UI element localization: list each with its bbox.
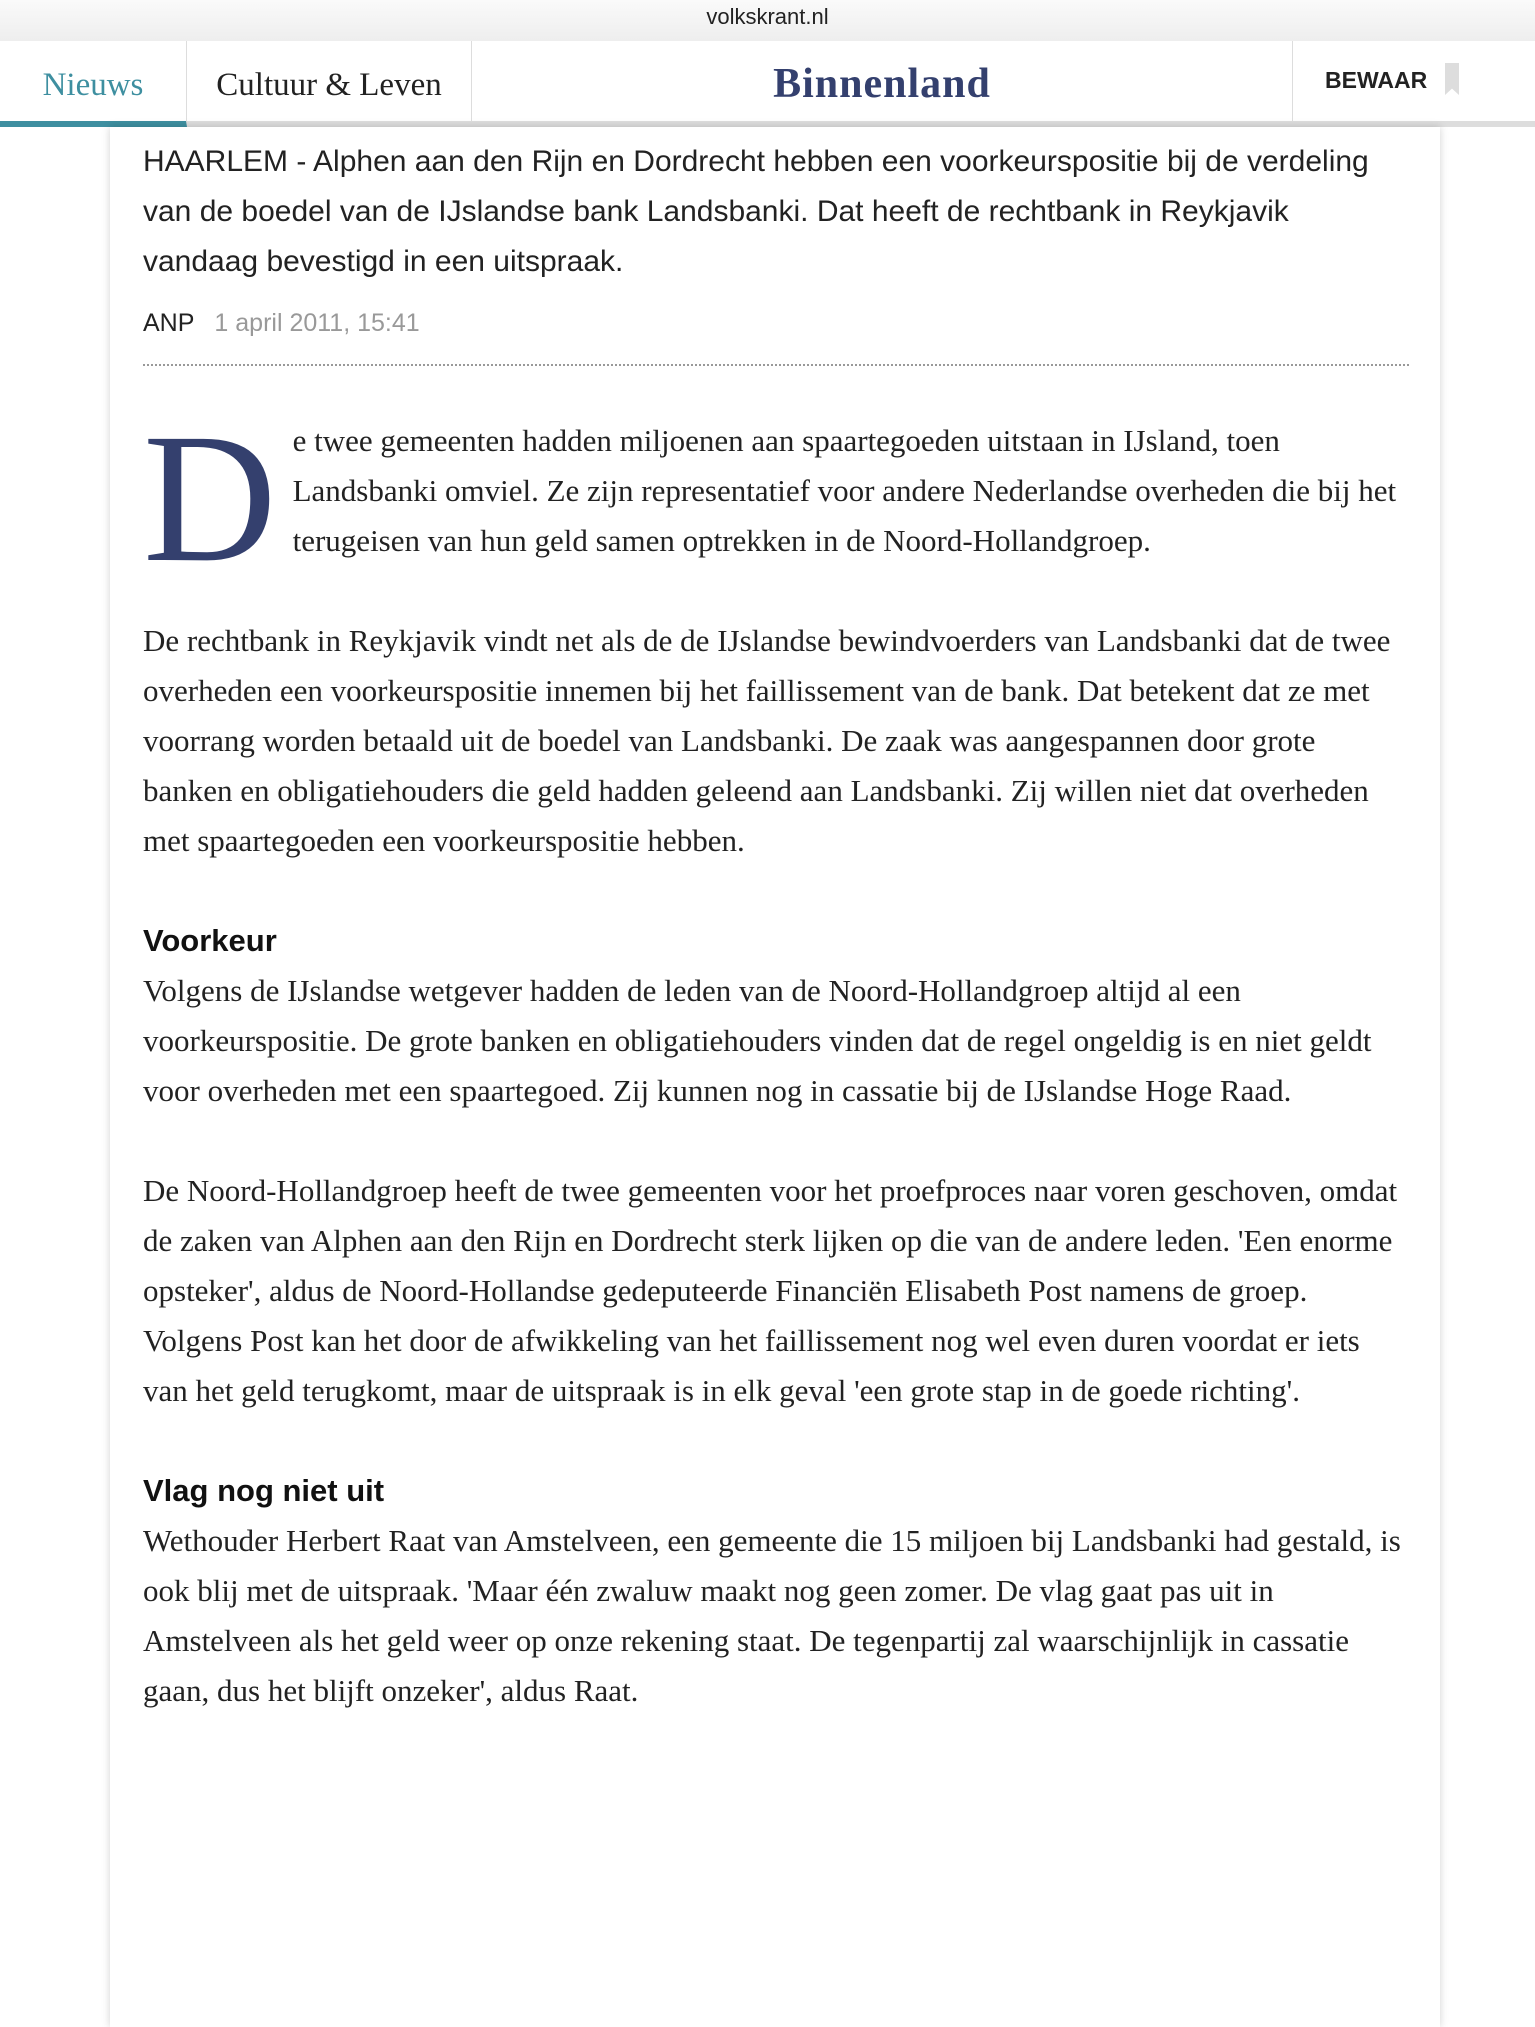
- url-text: volkskrant.nl: [706, 4, 829, 29]
- subheading: Voorkeur: [143, 923, 277, 958]
- article-source: ANP: [143, 309, 195, 337]
- article-body: [143, 396, 1409, 1716]
- paragraph: Volgens de IJslandse wetgever hadden de leden van de Noord-Hollandgroep altijd al een voorkeurspositie. De grote banken en obligatiehouders vinden dat de regel ongeldig is en niet geldt voor overheden met een spaartegoed. Zij kunnen nog in cassatie bij de IJslandse Hoge Raad.: [143, 973, 1372, 1108]
- tab-nieuws[interactable]: Nieuws: [0, 41, 187, 127]
- url-bar[interactable]: [0, 0, 1535, 42]
- save-label: BEWAAR: [1325, 67, 1428, 93]
- divider: [143, 364, 1409, 366]
- paragraph: De Noord-Hollandgroep heeft de twee gemeenten voor het proefproces naar voren geschoven, omdat de zaken van Alphen aan den Rijn en Dordrecht sterk lijken op die van de andere leden. 'Een enorme opsteker', aldus de Noord-Hollandse gedeputeerde Financiën Elisabeth Post namens de groep. Volgens Post kan het door de afwikkeling van het faillissement nog wel even duren voordat er iets van het geld terugkomt, maar de uitspraak is in elk geval 'een grote stap in de goede richting'.: [143, 1173, 1398, 1408]
- subheading: Vlag nog niet uit: [143, 1473, 385, 1508]
- paragraph: Wethouder Herbert Raat van Amstelveen, een gemeente die 15 miljoen bij Landsbanki had gestald, is ook blij met de uitspraak. 'Maar één zwaluw maakt nog geen zomer. De vlag gaat pas uit in Amstelveen als het geld weer op onze rekening staat. De tegenpartij zal waarschijnlijk in cassatie gaan, dus het blijft onzeker', aldus Raat.: [143, 1523, 1401, 1708]
- section-nav: [0, 41, 1535, 127]
- save-button[interactable]: [1293, 41, 1535, 121]
- article-meta: [143, 309, 1409, 338]
- tab-cultuur-leven[interactable]: Cultuur & Leven: [187, 41, 472, 121]
- paragraph-text: e twee gemeenten hadden miljoenen aan spaartegoeden uitstaan in IJsland, toen Landsbanki omviel. Ze zijn representatief voor andere Nederlandse overheden die bij het terugeisen van hun geld samen optrekken in de Noord-Hollandgroep.: [292, 423, 1397, 558]
- paragraph: [143, 396, 1409, 601]
- article-lead: HAARLEM - Alphen aan den Rijn en Dordrecht hebben een voorkeurspositie bij de verdeling van de boedel van de IJslandse bank Landsbanki. Dat heeft de rechtbank in Reykjavik vandaag bevestigd in een uitspraak.: [143, 145, 1369, 278]
- bookmark-icon: [1445, 63, 1459, 95]
- article-date: 1 april 2011, 15:41: [214, 309, 420, 337]
- drop-cap: D: [143, 396, 277, 601]
- article-card: [110, 127, 1440, 2027]
- section-title: Binnenland: [472, 41, 1293, 121]
- paragraph: De rechtbank in Reykjavik vindt net als de de IJslandse bewindvoerders van Landsbanki dat de twee overheden een voorkeurspositie innemen bij het faillissement van de bank. Dat betekent dat ze met voorrang worden betaald uit de boedel van Landsbanki. De zaak was aangespannen door grote banken en obligatiehouders die geld hadden geleend aan Landsbanki. Zij willen niet dat overheden met spaartegoeden een voorkeurspositie hebben.: [143, 623, 1391, 858]
